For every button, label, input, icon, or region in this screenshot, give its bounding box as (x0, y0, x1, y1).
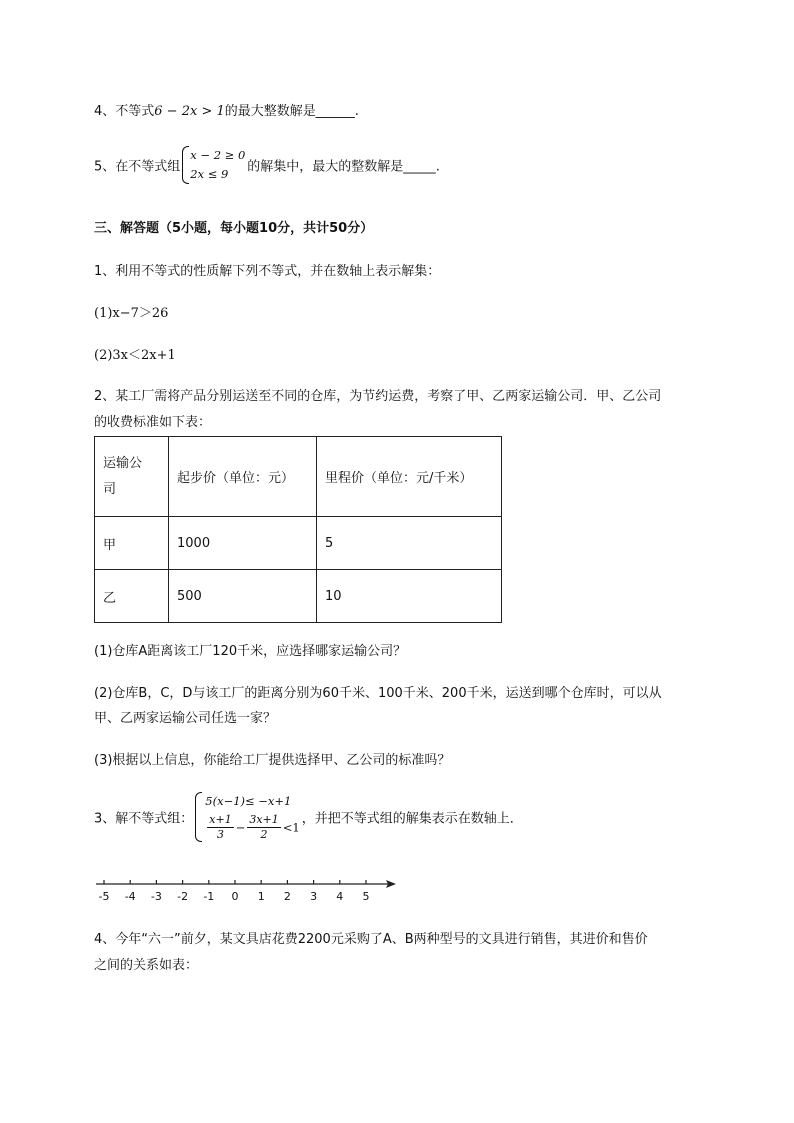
system-row-1: x − 2 ≥ 0 (190, 148, 246, 162)
fraction (247, 813, 280, 842)
number-line-tick-label: -4 (124, 890, 136, 903)
number-line-tick-label: 2 (283, 890, 291, 903)
question-prefix: 5、在不等式组 (94, 159, 181, 175)
number-line-tick-label: -5 (98, 890, 110, 903)
table-cell: 1000 (169, 517, 317, 570)
problem-4-line-2: 之间的关系如表： (94, 958, 199, 973)
problem-2-question-3: (3)根据以上信息，你能给工厂提供选择甲、乙公司的标准吗？ (94, 753, 451, 768)
fill-question-5 (94, 146, 440, 184)
less-than-one: <1 (282, 820, 300, 835)
problem-1-intro: 1、利用不等式的性质解下列不等式，并在数轴上表示解集： (94, 264, 441, 279)
question-suffix: 的解集中，最大的整数解是_____. (247, 159, 440, 175)
number-line-tick-label: 1 (257, 890, 265, 903)
question-prefix: 4、不等式 (94, 104, 155, 119)
system-row-1: 5(x−1)≤ −x+1 (205, 794, 292, 808)
problem-2-question-2-line-1: (2)仓库B，C，D与该工厂的距离分别为60千米、100千米、200千米，运送到哪个仓库时，可以从 (94, 686, 662, 701)
fill-question-4 (94, 102, 359, 122)
table-header-cell: 里程价（单位：元/千米） (317, 437, 502, 517)
number-line-tick-label: 0 (231, 890, 239, 903)
table-cell: 500 (169, 570, 317, 623)
number-line-tick-label: 3 (310, 890, 318, 903)
problem-3-suffix: ，并把不等式组的解集表示在数轴上． (301, 811, 523, 827)
problem-3-prefix: 3、解不等式组： (94, 811, 194, 827)
table-header-row (95, 437, 502, 517)
number-line (90, 870, 410, 910)
table-row (95, 517, 502, 570)
problem-1-part-2: (2)3x＜2x+1 (94, 348, 176, 363)
table-row (95, 570, 502, 623)
brace-icon (195, 792, 202, 842)
header-text: 运输公 (103, 455, 143, 471)
brace-icon (182, 146, 189, 184)
number-line-tick-label: -3 (150, 890, 162, 903)
problem-2-intro-line-2: 的收费标准如下表： (94, 415, 212, 430)
table-cell: 10 (317, 570, 502, 623)
header-text: 司 (103, 481, 117, 497)
fraction-denominator: 2 (260, 828, 268, 841)
section-heading: 三、解答题（5小题，每小题10分，共计50分） (94, 221, 374, 236)
question-suffix: 的最大整数解是______. (224, 104, 359, 119)
problem-2-intro-line-1: 2、某工厂需将产品分别运送至不同的仓库，为节约运费，考察了甲、乙两家运输公司．甲、乙公司 (94, 389, 662, 404)
number-line-tick-label: -1 (203, 890, 215, 903)
table-header-cell: 起步价（单位：元） (169, 437, 317, 517)
number-line-tick-label: 4 (336, 890, 344, 903)
number-line-tick-label: -2 (177, 890, 189, 903)
problem-2-question-1: (1)仓库A距离该工厂120千米，应选择哪家运输公司？ (94, 644, 407, 659)
minus-sign: − (235, 820, 246, 835)
number-line-tick-label: 5 (362, 890, 370, 903)
table-cell: 乙 (95, 570, 169, 623)
fraction-denominator: 3 (216, 828, 224, 841)
problem-1-part-1: (1)x−7＞26 (94, 306, 169, 321)
system-row-2 (205, 813, 299, 842)
fraction-numerator: x+1 (209, 813, 232, 826)
inequality-system (182, 146, 245, 184)
problem-4-line-1: 4、今年“六一”前夕，某文具店花费2200元采购了A、B两种型号的文具进行销售，其进价和售价 (94, 932, 648, 947)
inequality-system (195, 792, 299, 842)
rate-table (94, 436, 502, 623)
table-cell: 甲 (95, 517, 169, 570)
system-row-2: 2x ≤ 9 (190, 167, 229, 181)
fraction (207, 813, 233, 842)
problem-2-question-2-line-2: 甲、乙两家运输公司任选一家？ (94, 711, 277, 726)
fraction-numerator: 3x+1 (249, 813, 279, 826)
problem-3 (94, 792, 523, 842)
table-header-cell (95, 437, 169, 517)
inequality-expression: 6 − 2x > 1 (154, 104, 225, 119)
table-cell: 5 (317, 517, 502, 570)
